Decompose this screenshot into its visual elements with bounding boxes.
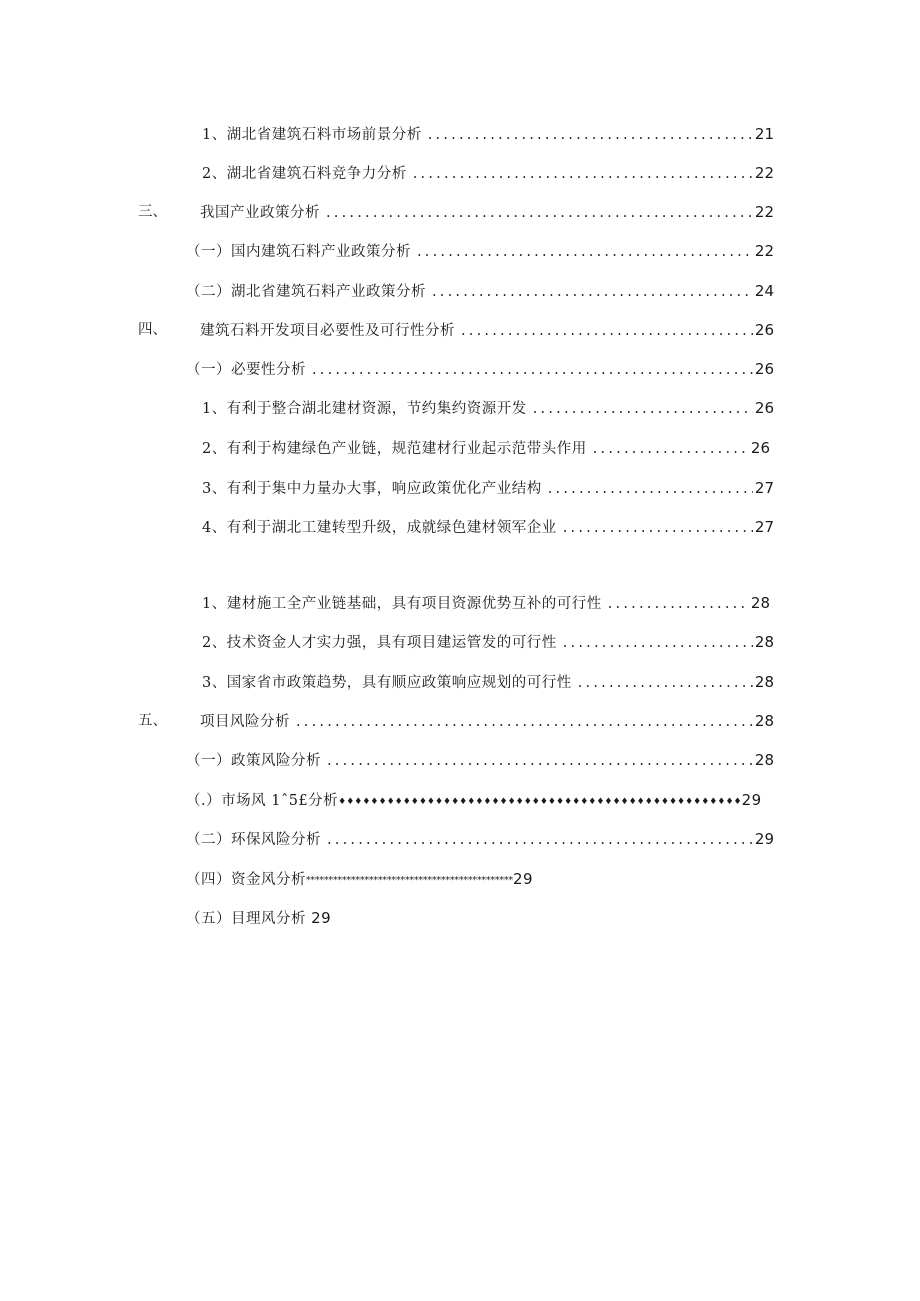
toc-entry: [0, 161, 920, 185]
toc-page-number: 27: [754, 518, 774, 536]
toc-page-number: 28: [754, 673, 774, 691]
toc-entry-title: （五）目理风分析: [186, 911, 306, 927]
toc-entry: [0, 788, 920, 812]
toc-entry: [0, 591, 920, 615]
toc-entry: [0, 476, 920, 500]
toc-leader: [587, 437, 749, 461]
toc-entry: [0, 709, 920, 733]
toc-leader: [542, 477, 753, 501]
toc-entry-title: 2、湖北省建筑石料竞争力分析: [202, 166, 407, 182]
toc-entry: [0, 827, 920, 851]
toc-entry: [0, 436, 920, 460]
toc-leader-garbled: **********************************************: [306, 876, 513, 886]
toc-entry-title: （一）政策风险分析: [186, 753, 321, 769]
toc-page-number: 28: [754, 633, 774, 651]
toc-entry-title: （四）资金风分析: [186, 872, 306, 888]
toc-leader: [572, 671, 753, 695]
toc-entry: [0, 357, 920, 381]
toc-entry-title: 1、有利于整合湖北建材资源，节约集约资源开发: [202, 401, 527, 417]
toc-entry-title: 3、国家省市政策趋势，具有顺应政策响应规划的可行性: [202, 675, 572, 691]
toc-page-number: 28: [754, 751, 774, 769]
toc-entry: [0, 122, 920, 146]
toc-entry: [0, 239, 920, 263]
toc-entry: [0, 279, 920, 303]
toc-leader: [602, 592, 749, 616]
toc-entry-title: （二）湖北省建筑石料产业政策分析: [186, 284, 426, 300]
toc-page-number: 29: [754, 830, 774, 848]
toc-entry-title: （一）必要性分析: [186, 362, 306, 378]
toc-entry-title: 建筑石料开发项目必要性及可行性分析: [200, 323, 455, 339]
toc-page-number: 26: [754, 321, 774, 339]
toc-leader: [290, 710, 753, 734]
toc-leader: [422, 123, 753, 147]
toc-page-number: 28: [754, 712, 774, 730]
toc-leader: [455, 319, 753, 343]
toc-chapter-number: 三、: [138, 204, 167, 220]
toc-leader: [426, 280, 753, 304]
toc-entry: [0, 867, 920, 891]
toc-entry: [0, 200, 920, 224]
toc-page-number: 29: [311, 909, 332, 927]
toc-page-number: 29: [513, 870, 534, 888]
toc-chapter-number: 四、: [138, 322, 167, 338]
toc-leader: [321, 749, 753, 773]
toc-entry: [0, 515, 920, 539]
toc-entry: [0, 670, 920, 694]
toc-entry-title: （.）市场风 1ˆ5£分析: [186, 793, 339, 809]
toc-leader: [306, 358, 753, 382]
toc-entry-title: 我国产业政策分析: [200, 205, 320, 221]
toc-page-number: 27: [754, 479, 774, 497]
toc-entry-title: （二）环保风险分析: [186, 832, 321, 848]
toc-page-number: 21: [754, 125, 774, 143]
toc-leader: [407, 162, 753, 186]
toc-entry-title: 2、技术资金人才实力强，具有项目建运管发的可行性: [202, 635, 557, 651]
toc-leader-garbled: ♦♦♦♦♦♦♦♦♦♦♦♦♦♦♦♦♦♦♦♦♦♦♦♦♦♦♦♦♦♦♦♦♦♦♦♦♦♦♦♦♦♦♦♦♦♦♦♦♦♦: [338, 797, 742, 807]
toc-entry: [0, 396, 920, 420]
toc-entry: [0, 748, 920, 772]
toc-leader: [557, 516, 753, 540]
toc-leader: [321, 828, 753, 852]
toc-page-number: 26: [754, 360, 774, 378]
toc-chapter-number: 五、: [138, 713, 167, 729]
toc-leader: [320, 201, 753, 225]
toc-entry: [0, 630, 920, 654]
toc-leader: [527, 397, 753, 421]
toc-entry-title: 2、有利于构建绿色产业链，规范建材行业起示范带头作用: [202, 441, 587, 457]
toc-page-number: 28: [750, 594, 770, 612]
toc-entry-title: 4、有利于湖北工建转型升级，成就绿色建材领军企业: [202, 520, 557, 536]
toc-page-number: 22: [754, 203, 774, 221]
toc-entry-title: 项目风险分析: [200, 714, 290, 730]
toc-leader: [411, 240, 753, 264]
toc-entry-title: 1、湖北省建筑石料市场前景分析: [202, 127, 422, 143]
toc-page-number: 29: [741, 791, 762, 809]
toc-page-number: 26: [750, 439, 770, 457]
toc-entry: [0, 318, 920, 342]
toc-page-number: 22: [754, 242, 774, 260]
toc-entry: [0, 906, 920, 930]
toc-entry-title: 3、有利于集中力量办大事，响应政策优化产业结构: [202, 481, 542, 497]
toc-page-number: 26: [754, 399, 774, 417]
toc-page-number: 22: [754, 164, 774, 182]
toc-leader: [557, 631, 753, 655]
toc-entry-title: （一）国内建筑石料产业政策分析: [186, 244, 411, 260]
toc-page-number: 24: [754, 282, 774, 300]
toc-entry-title: 1、建材施工全产业链基础，具有项目资源优势互补的可行性: [202, 596, 602, 612]
